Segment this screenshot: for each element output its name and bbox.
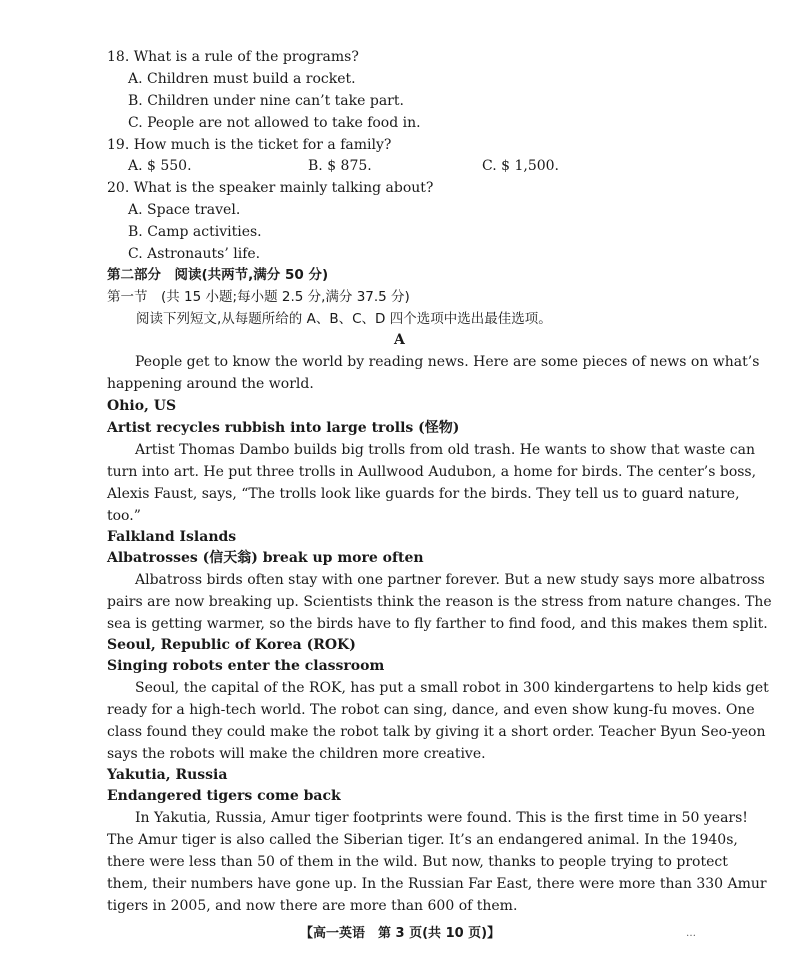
news-body-line: In Yakutia, Russia, Amur tiger footprints were found. This is the first time in 50 years! — [135, 810, 748, 826]
news-headline: Artist recycles rubbish into large trolls (怪物) — [107, 420, 460, 436]
news-headline: Albatrosses (信天翁) break up more often — [107, 550, 424, 566]
question-18-option-a: A. Children must build a rocket. — [128, 71, 356, 87]
news-place: Seoul, Republic of Korea (ROK) — [107, 637, 356, 653]
question-20-option-a: A. Space travel. — [128, 202, 241, 218]
news-body-line: Seoul, the capital of the ROK, has put a small robot in 300 kindergartens to help kids get — [135, 680, 769, 696]
news-place: Ohio, US — [107, 398, 177, 414]
news-headline: Singing robots enter the classroom — [107, 658, 385, 674]
section-one-heading: 第一节 (共 15 小题;每小题 2.5 分,满分 37.5 分) — [107, 289, 410, 305]
intro-line-1: People get to know the world by reading news. Here are some pieces of news on what’s — [135, 354, 760, 370]
news-body-line: Alexis Faust, says, “The trolls look like guards for the birds. They tell us to guard nature, — [107, 486, 740, 502]
news-body-line: pairs are now breaking up. Scientists think the reason is the stress from nature changes. The — [107, 594, 772, 610]
intro-line-2: happening around the world. — [107, 376, 314, 392]
question-20-stem: 20. What is the speaker mainly talking about? — [107, 180, 434, 196]
news-body-line: Artist Thomas Dambo builds big trolls from old trash. He wants to show that waste can — [135, 442, 755, 458]
news-body-line: them, their numbers have gone up. In the Russian Far East, there were more than 330 Amur — [107, 876, 767, 892]
news-body-line: class found they could make the robot talk by giving it a short order. Teacher Byun Seo-yeon — [107, 724, 766, 740]
news-body-line: tigers in 2005, and now there are more than 600 of them. — [107, 898, 518, 914]
question-19-option-b: B. $ 875. — [308, 158, 372, 174]
news-place: Yakutia, Russia — [107, 767, 228, 783]
news-body-line: Albatross birds often stay with one partner forever. But a new study says more albatross — [135, 572, 765, 588]
news-body-line: says the robots will make the children more creative. — [107, 746, 486, 762]
question-18-stem: 18. What is a rule of the programs? — [107, 49, 359, 65]
news-body-line: too.” — [107, 508, 141, 524]
part-two-heading: 第二部分 阅读(共两节,满分 50 分) — [107, 267, 329, 283]
news-body-line: there were less than 50 of them in the wild. But now, thanks to people trying to protect — [107, 854, 728, 870]
news-body-line: turn into art. He put three trolls in Aullwood Audubon, a home for birds. The center’s boss, — [107, 464, 757, 480]
question-18-option-b: B. Children under nine can’t take part. — [128, 93, 404, 109]
question-19-option-c: C. $ 1,500. — [482, 158, 559, 174]
news-body-line: ready for a high-tech world. The robot can sing, dance, and even show kung-fu moves. One — [107, 702, 755, 718]
news-place: Falkland Islands — [107, 529, 237, 545]
reading-instruction: 阅读下列短文,从每题所给的 A、B、C、D 四个选项中选出最佳选项。 — [136, 311, 552, 327]
question-19-stem: 19. How much is the ticket for a family? — [107, 137, 392, 153]
question-20-option-c: C. Astronauts’ life. — [128, 246, 261, 262]
question-20-option-b: B. Camp activities. — [128, 224, 262, 240]
corner-mark: … — [686, 928, 696, 939]
passage-label: A — [394, 332, 405, 348]
question-19-option-a: A. $ 550. — [128, 158, 192, 174]
page-footer: 【高一英语 第 3 页(共 10 页)】 — [300, 926, 501, 941]
news-headline: Endangered tigers come back — [107, 788, 341, 804]
news-body-line: sea is getting warmer, so the birds have to fly farther to find food, and this makes them split. — [107, 616, 768, 632]
news-body-line: The Amur tiger is also called the Siberian tiger. It’s an endangered animal. In the 1940s, — [107, 832, 738, 848]
question-18-option-c: C. People are not allowed to take food in. — [128, 115, 421, 131]
